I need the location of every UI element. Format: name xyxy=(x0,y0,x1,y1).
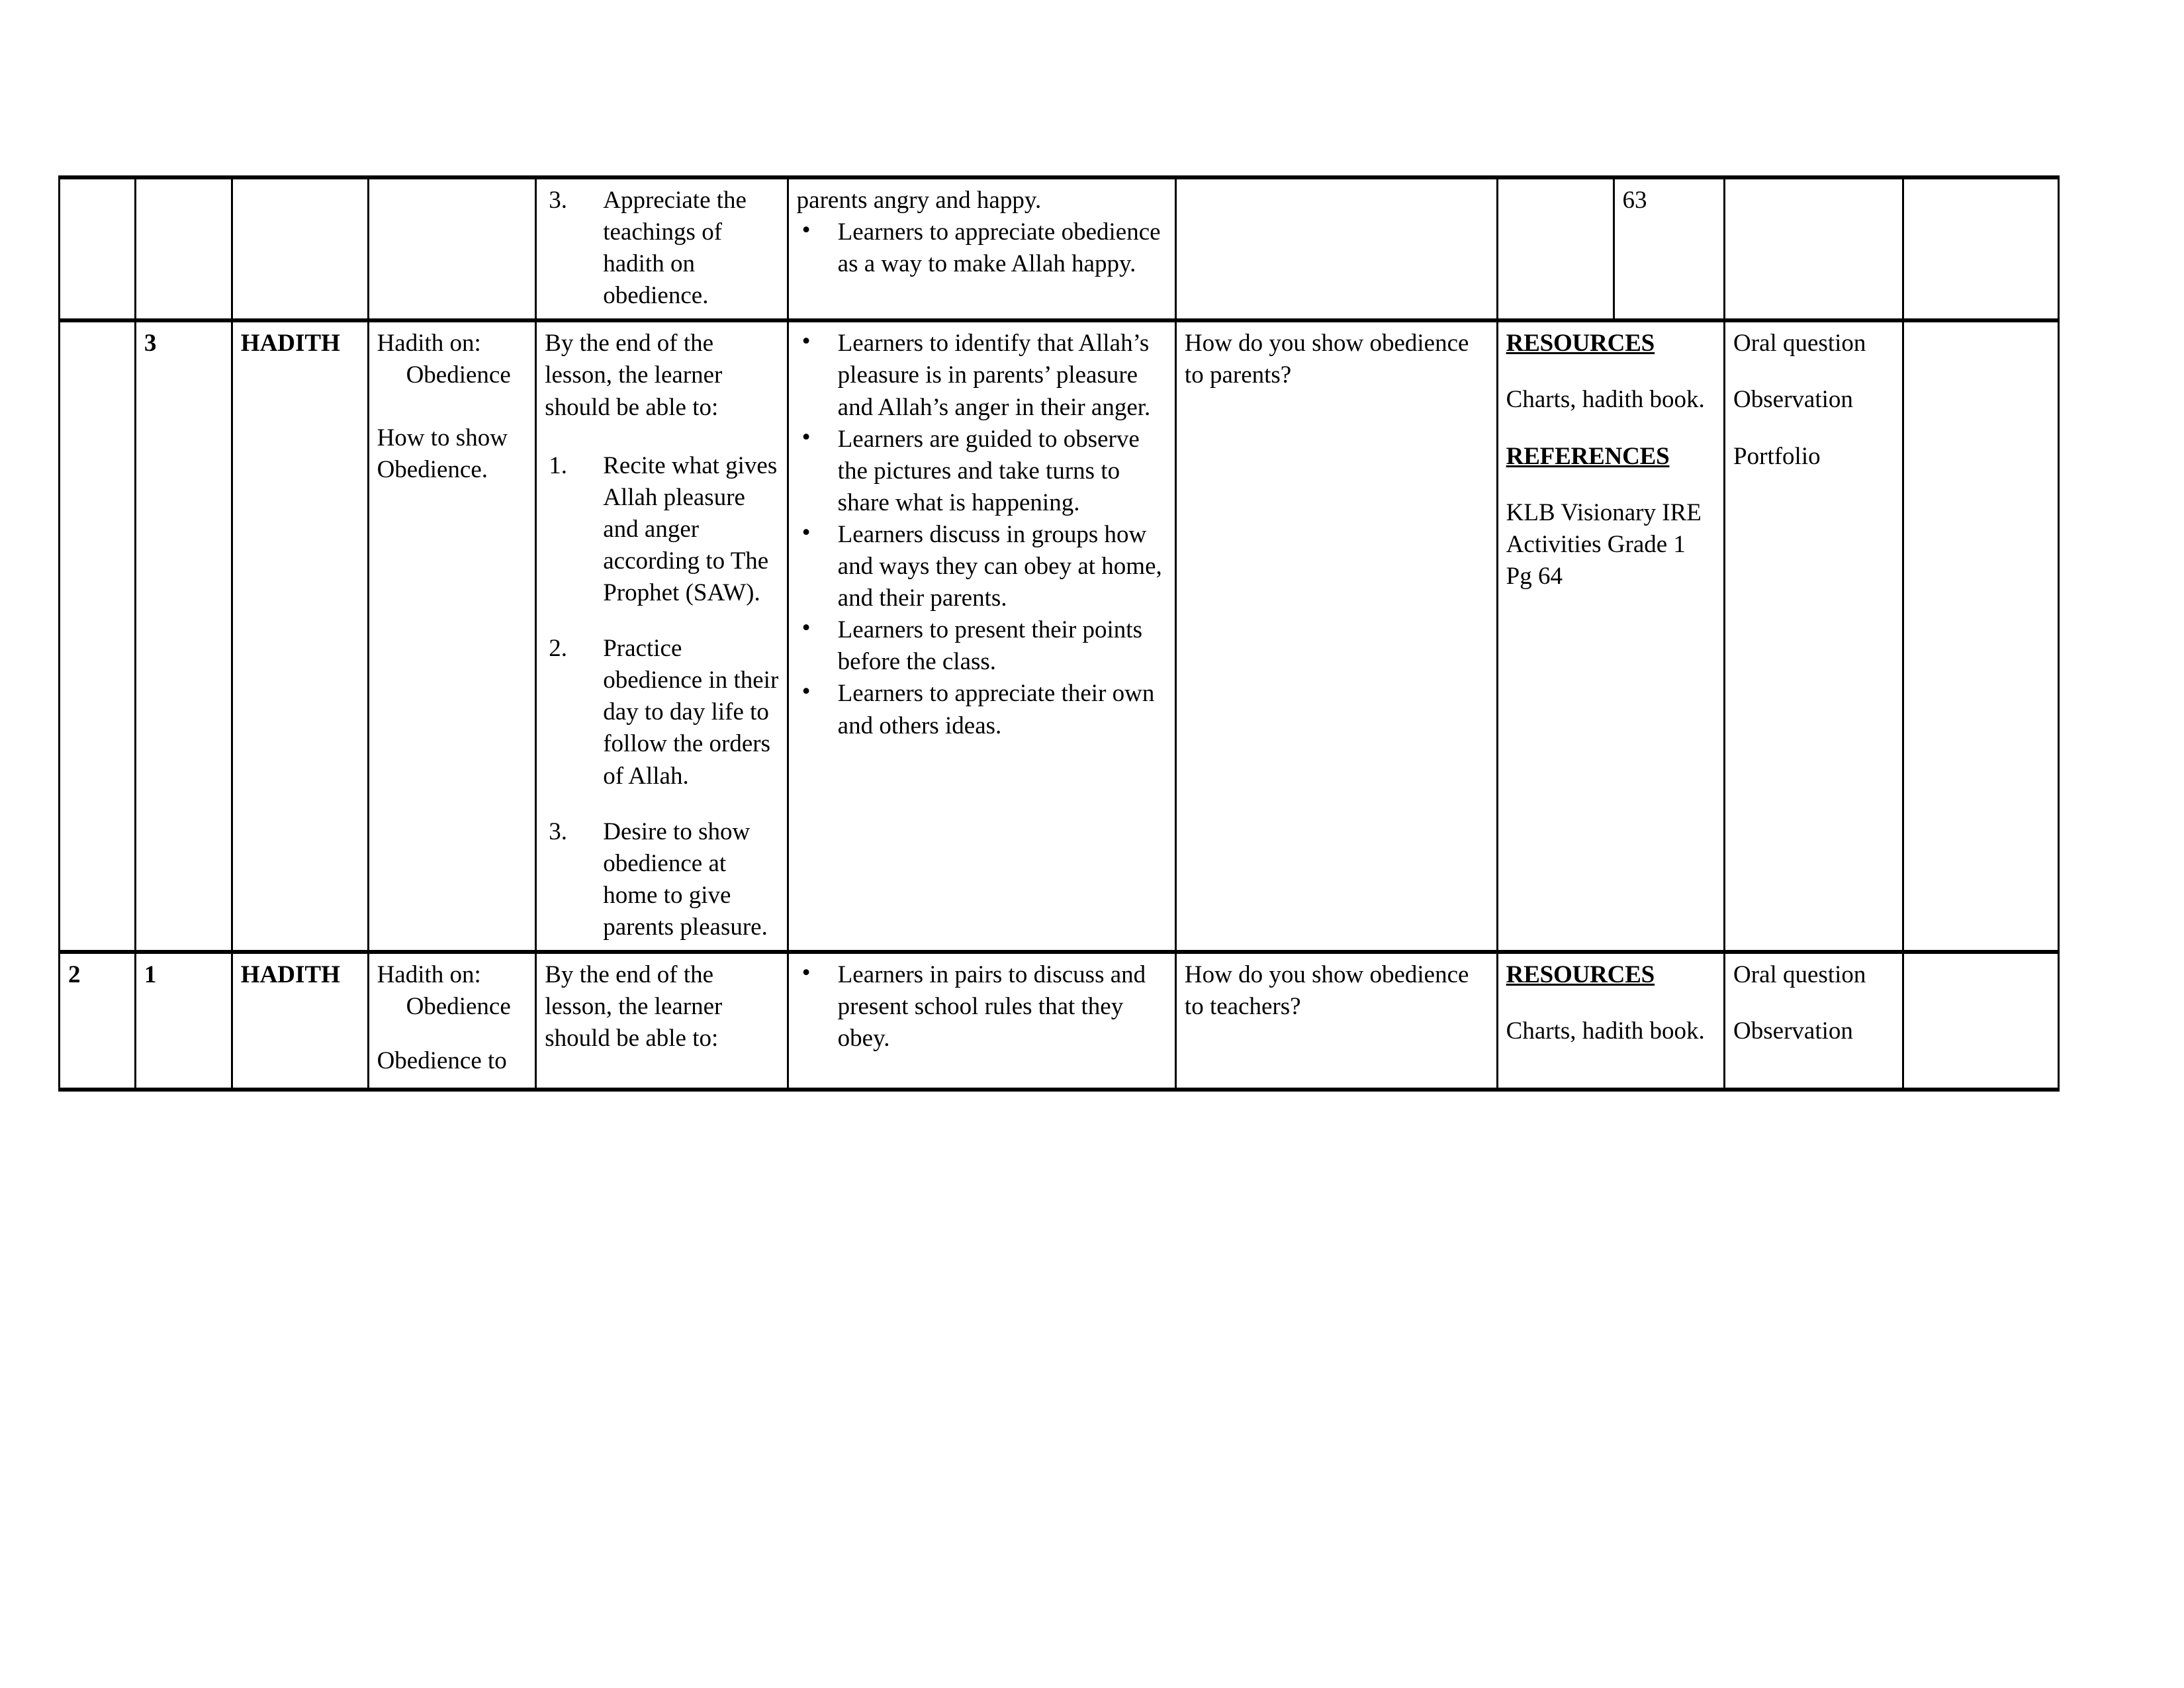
table-row xyxy=(60,952,2059,1090)
cell-reflection xyxy=(1903,177,2059,320)
experience-text: Learners discuss in groups how and ways they can obey at home, and their parents. xyxy=(837,520,1162,612)
spacer xyxy=(377,392,529,422)
cell-key-inquiry xyxy=(1175,952,1497,1090)
list-item xyxy=(797,216,1168,280)
cell-resources-spacer xyxy=(1497,177,1614,320)
cell-key-inquiry xyxy=(1175,320,1497,952)
scheme-of-work-table-wrapper xyxy=(58,175,2060,1092)
cell-learning-experiences xyxy=(788,320,1175,952)
list-item xyxy=(797,328,1168,423)
cell-lesson xyxy=(135,952,232,1090)
cell-week xyxy=(60,177,136,320)
substrand-value-primary: Hadith on: Obedience xyxy=(377,961,511,1021)
references-heading: REFERENCES xyxy=(1506,442,1670,470)
outcomes-list xyxy=(545,185,780,312)
cell-lesson xyxy=(135,177,232,320)
experiences-list xyxy=(797,959,1168,1055)
cell-substrand xyxy=(368,952,536,1090)
spacer xyxy=(1506,473,1717,497)
list-item xyxy=(797,614,1168,678)
cell-strand xyxy=(232,177,368,320)
bullet-icon: • xyxy=(801,518,811,546)
page-number-value: 63 xyxy=(1622,187,1647,214)
outcome-text: Practice obedience in their day to day life to follow the orders of Allah. xyxy=(603,635,779,790)
cell-lesson xyxy=(135,320,232,952)
substrand-value-secondary: Obedience to xyxy=(377,1047,507,1075)
list-item xyxy=(797,959,1168,1055)
resources-heading: RESOURCES xyxy=(1506,961,1655,988)
cell-assessment xyxy=(1725,177,1903,320)
resources-text: Charts, hadith book. xyxy=(1506,1017,1705,1045)
cell-resources xyxy=(1497,952,1724,1090)
cell-week xyxy=(60,952,136,1090)
spacer xyxy=(1506,991,1717,1015)
cell-learning-outcomes xyxy=(536,320,788,952)
assessment-item: Oral question xyxy=(1733,330,1866,357)
list-item xyxy=(545,185,780,312)
outcomes-list xyxy=(545,450,780,943)
cell-assessment xyxy=(1725,320,1903,952)
assessment-item: Portfolio xyxy=(1733,442,1821,470)
experiences-list xyxy=(797,216,1168,280)
references-text: KLB Visionary IRE Activities Grade 1 Pg 64 xyxy=(1506,498,1702,590)
lesson-value: 3 xyxy=(144,330,157,357)
strand-value: HADITH xyxy=(240,961,340,988)
outcome-number: 1. xyxy=(549,451,567,479)
experience-text: Learners to present their points before the class. xyxy=(837,616,1142,676)
experiences-list xyxy=(797,328,1168,741)
experience-text: Learners to appreciate their own and others ideas. xyxy=(837,680,1155,739)
experience-text: Learners to appreciate obedience as a way to make Allah happy. xyxy=(837,218,1161,278)
lesson-value: 1 xyxy=(144,961,157,988)
cell-substrand xyxy=(368,177,536,320)
cell-assessment xyxy=(1725,952,1903,1090)
list-item xyxy=(545,633,780,792)
spacer xyxy=(1733,359,1895,384)
strand-value: HADITH xyxy=(240,330,340,357)
list-item xyxy=(545,816,780,943)
substrand-value-primary: Hadith on: Obedience xyxy=(377,330,511,389)
experience-continued-text: parents angry and happy. xyxy=(796,187,1042,214)
cell-learning-experiences xyxy=(788,952,1175,1090)
spacer xyxy=(1506,416,1717,441)
outcomes-intro: By the end of the lesson, the learner should be able to: xyxy=(545,961,723,1053)
bullet-icon: • xyxy=(801,959,811,986)
list-item xyxy=(797,519,1168,614)
cell-week xyxy=(60,320,136,952)
spacer xyxy=(377,1023,529,1045)
resources-heading: RESOURCES xyxy=(1506,330,1655,357)
cell-strand xyxy=(232,320,368,952)
list-item xyxy=(797,678,1168,741)
outcome-number: 3. xyxy=(549,187,567,214)
cell-learning-outcomes xyxy=(536,952,788,1090)
scheme-of-work-table xyxy=(58,175,2060,1092)
inquiry-value: How do you show obedience to teachers? xyxy=(1184,961,1469,1021)
substrand-value-secondary: How to show Obedience. xyxy=(377,424,508,483)
assessment-item: Observation xyxy=(1733,1017,1853,1045)
outcome-text: Desire to show obedience at home to give parents pleasure. xyxy=(603,818,768,941)
outcome-number: 3. xyxy=(549,818,567,845)
resources-text: Charts, hadith book. xyxy=(1506,386,1705,414)
table-row xyxy=(60,177,2059,320)
table-row xyxy=(60,320,2059,952)
bullet-icon: • xyxy=(801,216,811,244)
outcome-number: 2. xyxy=(549,635,567,663)
inquiry-value: How do you show obedience to parents? xyxy=(1184,330,1469,389)
outcomes-intro: By the end of the lesson, the learner should be able to: xyxy=(545,330,723,421)
cell-reflection xyxy=(1903,952,2059,1090)
bullet-icon: • xyxy=(801,328,811,355)
cell-page-number xyxy=(1614,177,1725,320)
assessment-item: Observation xyxy=(1733,386,1853,414)
cell-key-inquiry xyxy=(1175,177,1497,320)
cell-substrand xyxy=(368,320,536,952)
bullet-icon: • xyxy=(801,678,811,706)
week-value: 2 xyxy=(68,961,81,988)
list-item xyxy=(545,450,780,609)
outcome-text: Recite what gives Allah pleasure and anger according to The Prophet (SAW). xyxy=(603,451,778,607)
spacer xyxy=(1506,359,1717,384)
bullet-icon: • xyxy=(801,614,811,642)
cell-learning-outcomes xyxy=(536,177,788,320)
assessment-item: Oral question xyxy=(1733,961,1866,988)
list-item xyxy=(797,424,1168,519)
cell-resources xyxy=(1497,320,1724,952)
outcome-text: Appreciate the teachings of hadith on obedience. xyxy=(603,187,747,310)
cell-learning-experiences xyxy=(788,177,1175,320)
cell-reflection xyxy=(1903,320,2059,952)
cell-strand xyxy=(232,952,368,1090)
experience-text: Learners are guided to observe the pictures and take turns to share what is happening. xyxy=(837,425,1140,516)
spacer xyxy=(1733,991,1895,1015)
experience-text: Learners in pairs to discuss and present school rules that they obey. xyxy=(837,961,1146,1053)
spacer xyxy=(1733,416,1895,441)
bullet-icon: • xyxy=(801,423,811,451)
experience-text: Learners to identify that Allah’s pleasure is in parents’ pleasure and Allah’s anger in their anger. xyxy=(837,330,1151,421)
